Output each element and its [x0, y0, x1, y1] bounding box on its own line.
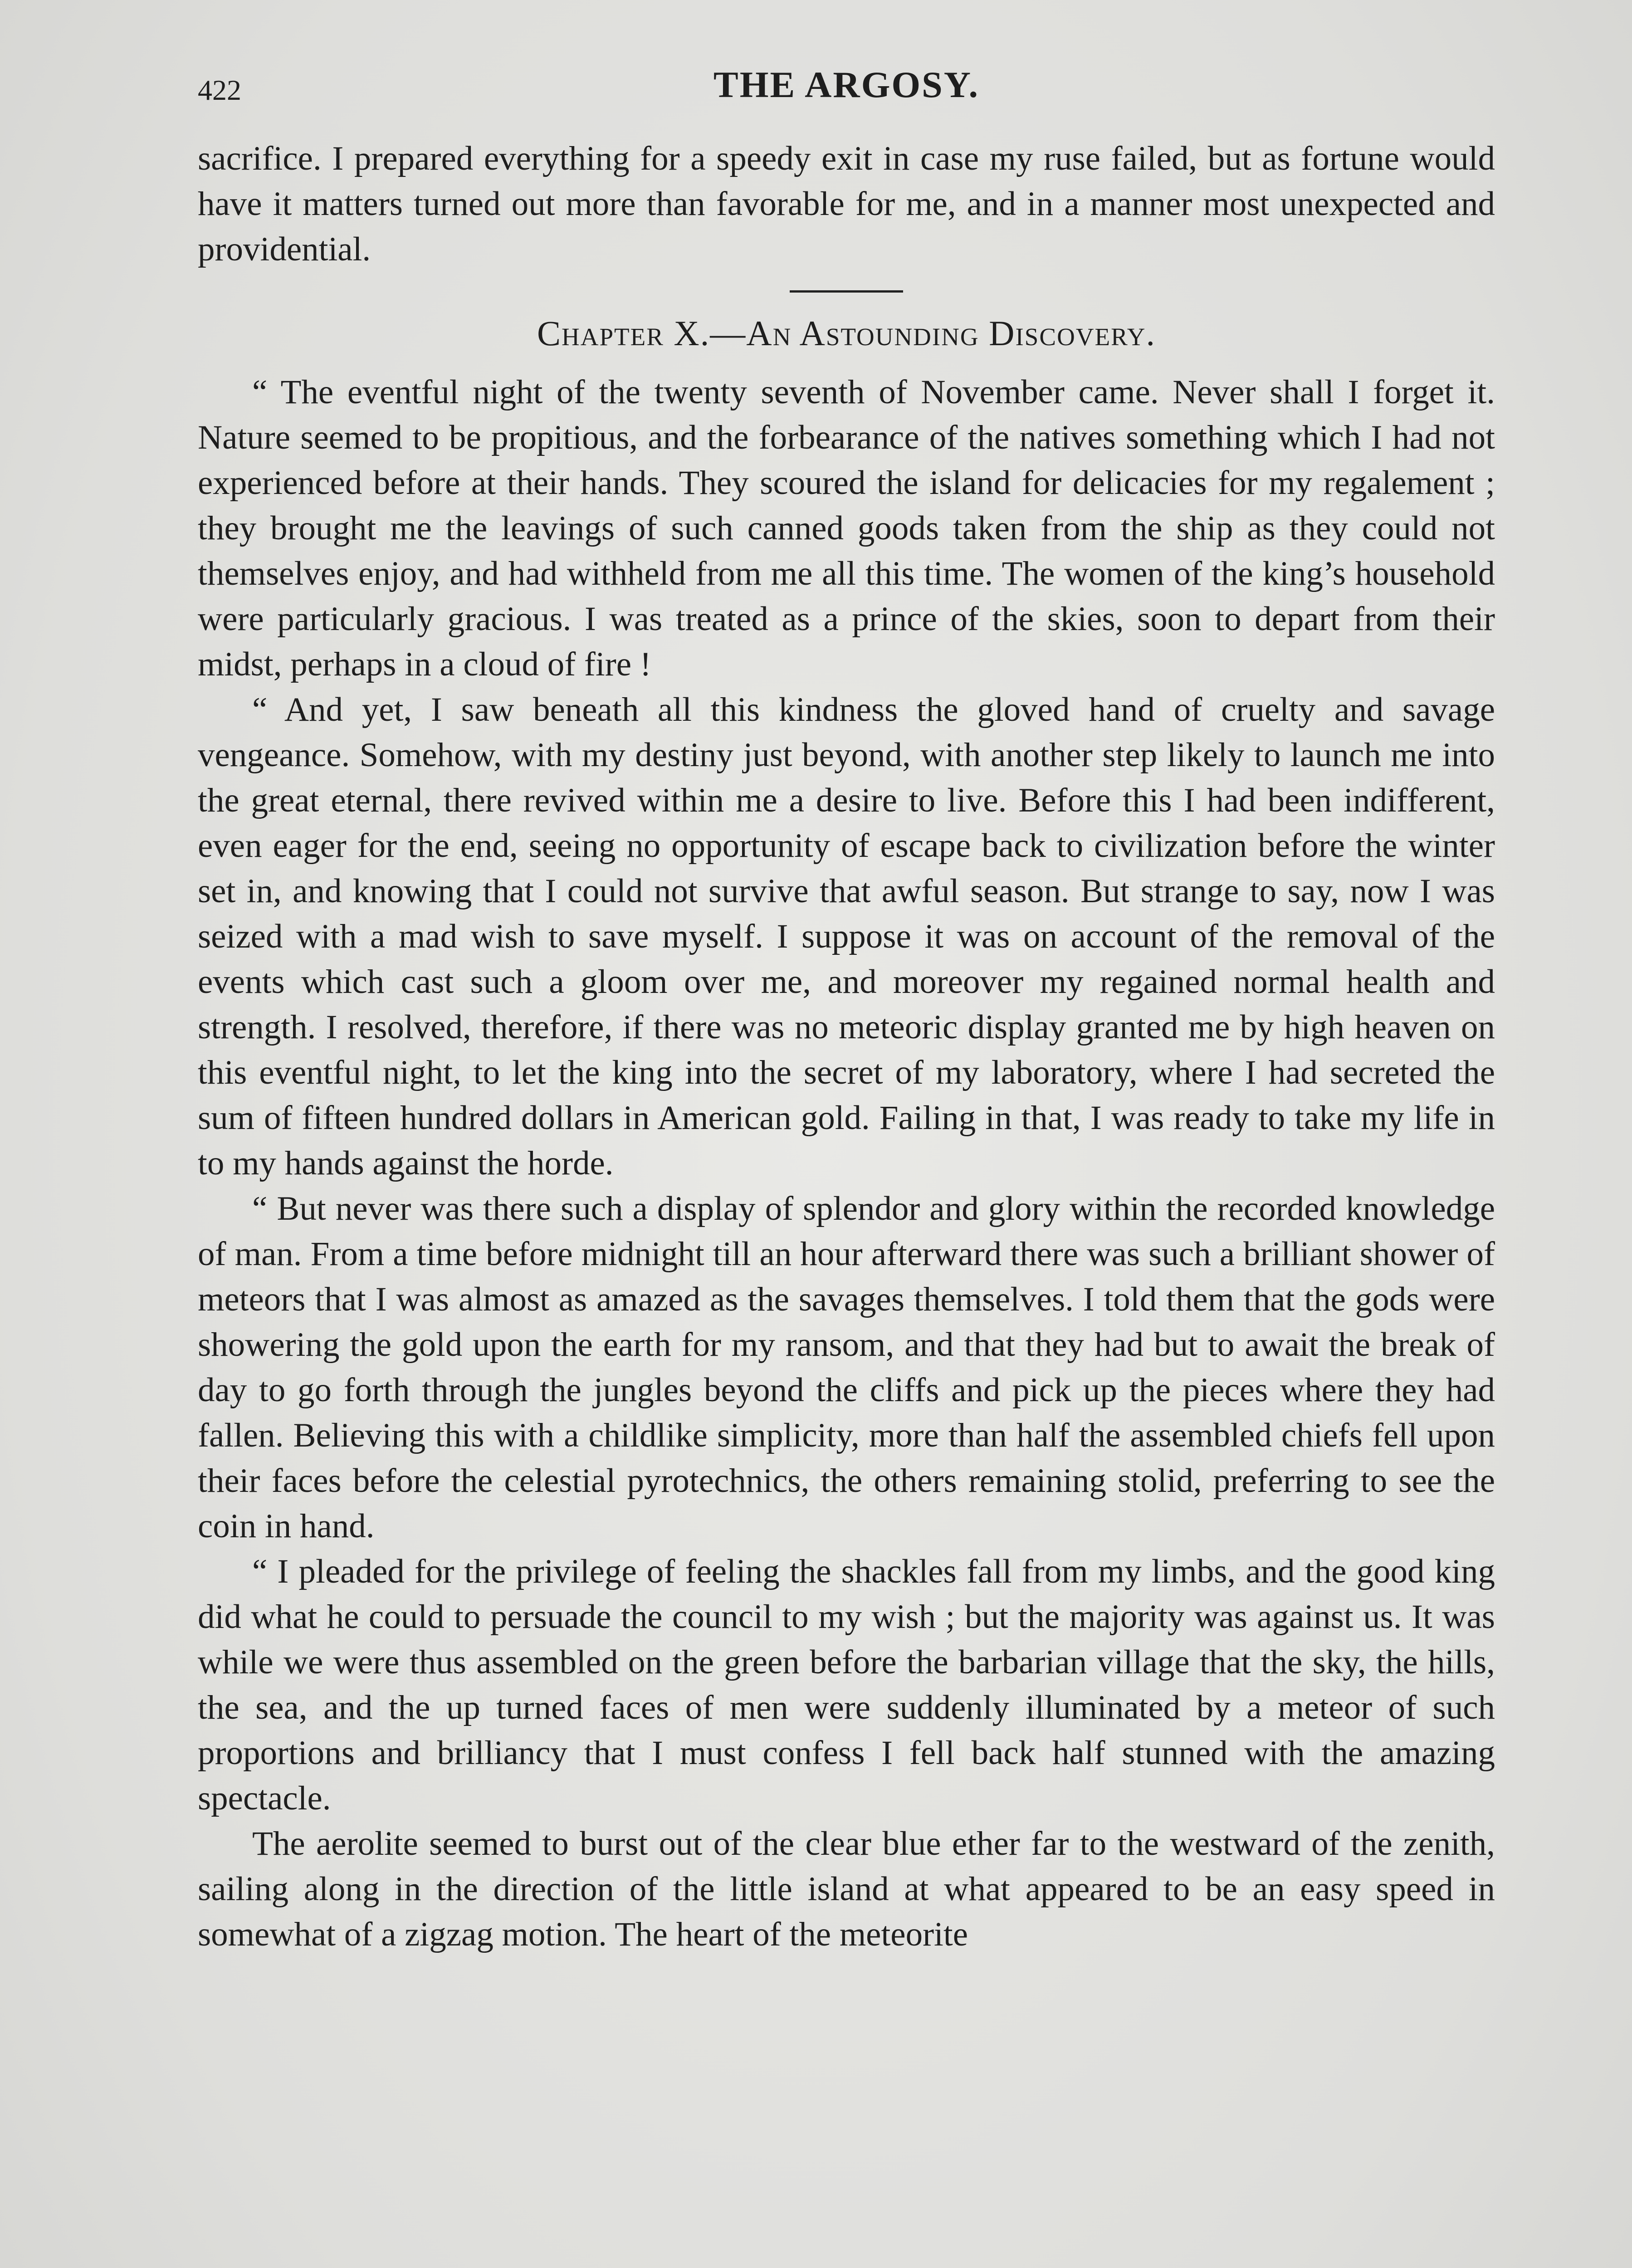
- journal-title: THE ARGOSY.: [713, 64, 979, 105]
- running-head: [198, 64, 1495, 113]
- paragraph-4: “ I pleaded for the privilege of feeling the shackles fall from my limbs, and the good king did what he could to persuade the council to my wish ; but the majority was against us. It was while we were thus assembled on the green before the barbarian village that the sky, the hills, the sea, and the up turned faces of men were suddenly illuminated by a meteor of such proportions and brilliancy that I must confess I fell back half stunned with the amazing spectacle.: [198, 1553, 1495, 1817]
- paragraph-1: “ The eventful night of the twenty seventh of November came. Never shall I forget it. Nature seemed to be propitious, and the forbearance of the natives something which I had not experienced before at their hands. They scoured the island for delicacies for my regalement ; they brought me the leavings of such canned goods taken from the ship as they could not themselves enjoy, and had withheld from me all this time. The women of the king’s household were particularly gracious. I was treated as a prince of the skies, soon to depart from their midst, perhaps in a cloud of fire !: [198, 373, 1495, 683]
- chapter-heading: Chapter X.—An Astounding Discovery.: [537, 313, 1156, 353]
- text-column: [198, 136, 1495, 1957]
- paragraph-3: “ But never was there such a display of splendor and glory within the recorded knowledge of man. From a time before midnight till an hour afterward there was such a brilliant shower of meteors that I was almost as amazed as the savages themselves. I told them that the gods were showering the gold upon the earth for my ransom, and that they had but to await the break of day to go forth through the jungles beyond the cliffs and pick up the pieces where they had fallen. Believing this with a childlike simplicity, more than half the assembled chiefs fell upon their faces before the celestial pyrotechnics, the others remaining stolid, preferring to see the coin in hand.: [198, 1190, 1495, 1545]
- paragraph-2: “ And yet, I saw beneath all this kindness the gloved hand of cruelty and savage vengeance. Somehow, with my destiny just beyond, with another step likely to launch me into the great eternal, there revived within me a desire to live. Before this I had been indifferent, even eager for the end, seeing no opportunity of escape back to civilization before the winter set in, and knowing that I could not survive that awful season. But strange to say, now I was seized with a mad wish to save myself. I suppose it was on account of the removal of the events which cast such a gloom over me, and moreover my regained normal health and strength. I resolved, therefore, if there was no meteoric display granted me by high heaven on this eventful night, to let the king into the secret of my laboratory, where I had secreted the sum of fifteen hundred dollars in American gold. Failing in that, I was ready to take my life in to my hands against the horde.: [198, 691, 1495, 1182]
- page-number: 422: [198, 74, 241, 106]
- paragraph-5: The aerolite seemed to burst out of the clear blue ether far to the westward of the zenith, sailing along in the direction of the little island at what appeared to be an easy speed in somewhat of a zigzag motion. The heart of the meteorite: [198, 1825, 1495, 1953]
- section-rule: [790, 290, 903, 293]
- paragraph-intro: sacrifice. I prepared everything for a speedy exit in case my ruse failed, but as fortune would have it matters turned out more than favorable for me, and in a manner most unexpected and providential.: [198, 140, 1495, 268]
